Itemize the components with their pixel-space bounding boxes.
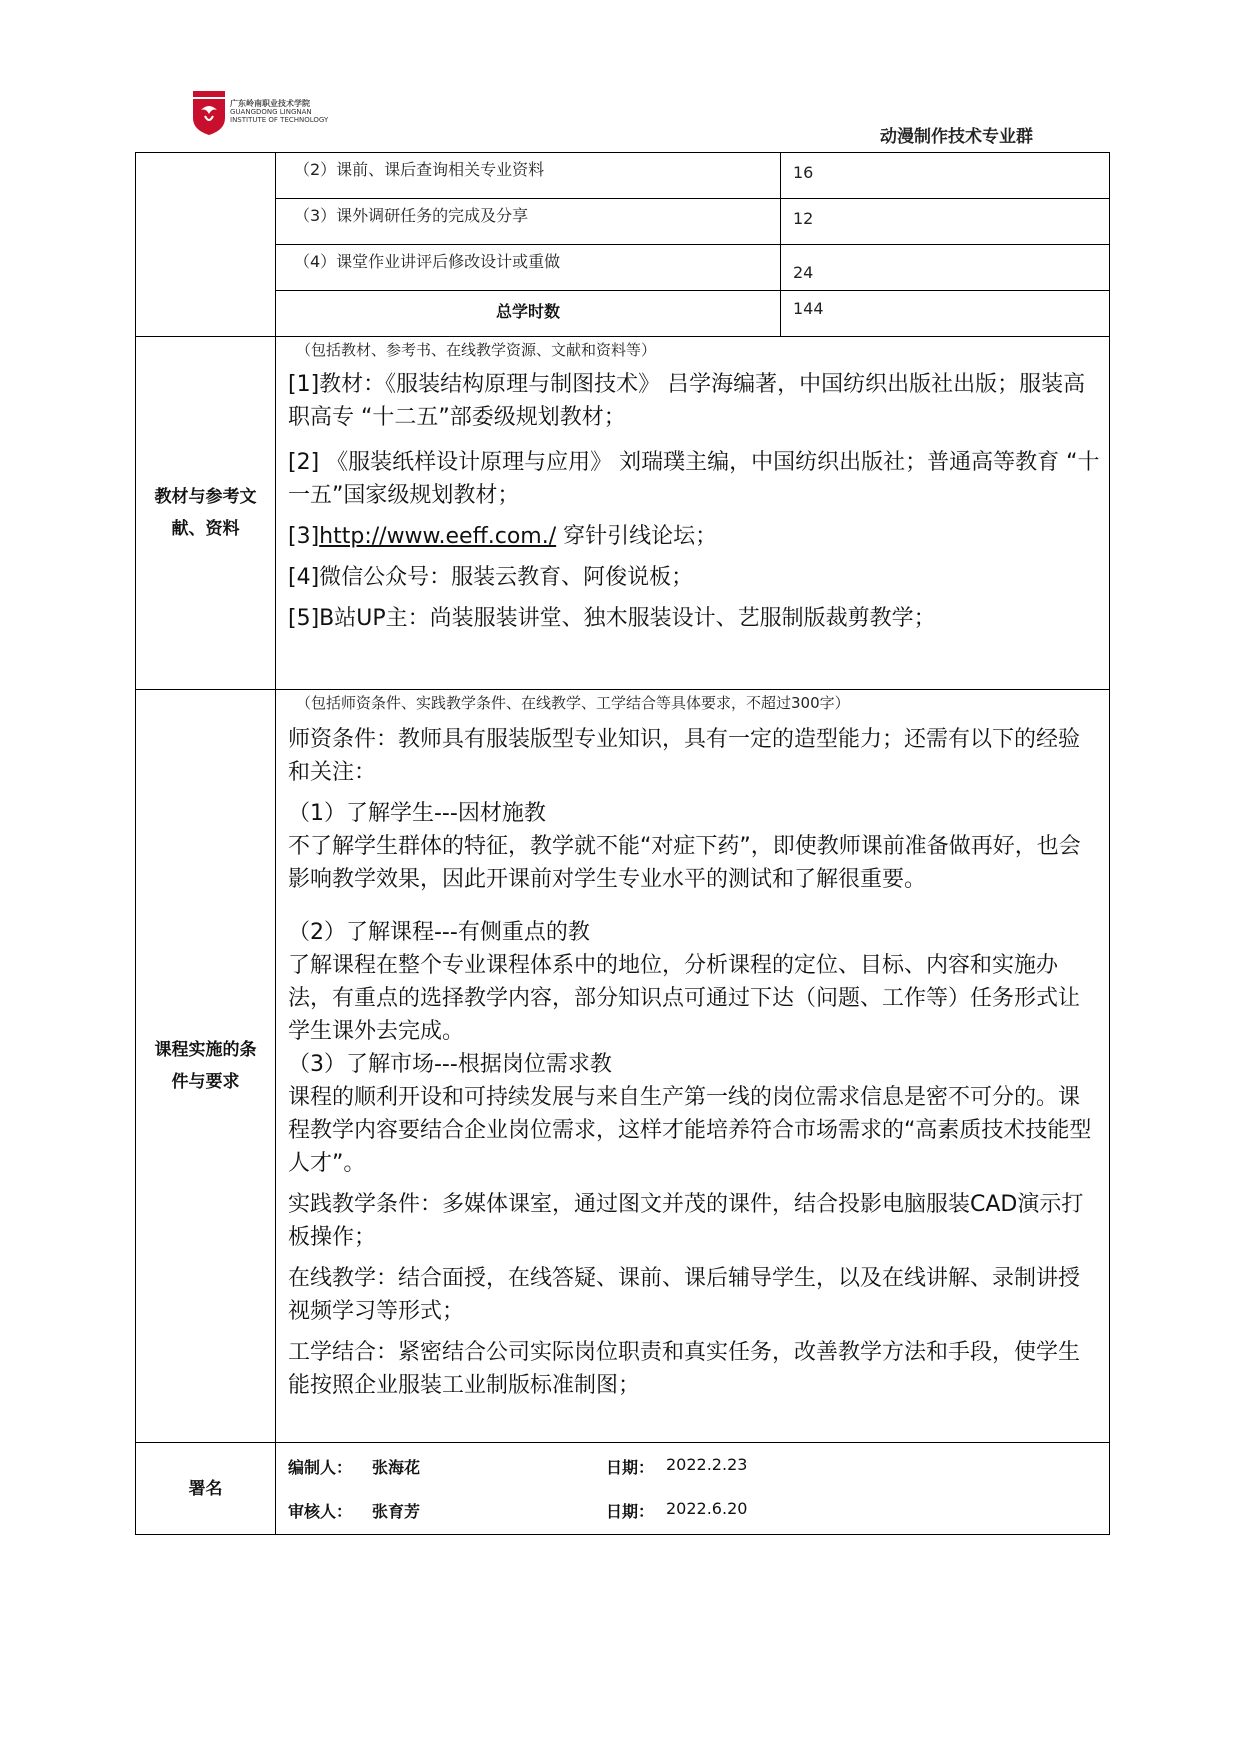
signature-content [276, 1443, 1110, 1535]
logo-name-cn: 广东岭南职业技术学院 [230, 99, 310, 108]
hours-row [136, 199, 1110, 245]
date1-value: 2022.2.23 [666, 1455, 748, 1474]
teacher-conditions: 师资条件：教师具有服装版型专业知识，具有一定的造型能力；还需有以下的经验和关注： [288, 727, 1081, 785]
signature-row [136, 1443, 1110, 1535]
hours-row [136, 153, 1110, 199]
reference-link[interactable]: http://www.eeff.com./ [319, 524, 557, 549]
logo-name-en: GUANGDONG LINGNAN INSTITUTE OF TECHNOLOGY [230, 108, 329, 124]
signature-label: 署名 [136, 1443, 276, 1535]
work-integration: 工学结合：紧密结合公司实际岗位职责和真实任务，改善教学方法和手段，使学生能按照企业服装工业制版标准制图； [288, 1340, 1081, 1398]
date2-value: 2022.6.20 [666, 1499, 748, 1518]
materials-row [136, 337, 1110, 690]
materials-label: 教材与参考文献、资料 [136, 337, 276, 690]
total-row [136, 291, 1110, 337]
hours-row [136, 245, 1110, 291]
reviewer-name: 张育芳 [372, 1502, 421, 1521]
school-logo [192, 90, 329, 138]
editor-label: 编制人： [288, 1458, 353, 1477]
school-emblem-icon [192, 90, 226, 136]
reviewer-line [276, 1487, 1109, 1531]
point-3-heading: （3）了解市场---根据岗位需求教 [288, 1052, 612, 1077]
point-1-text: 不了解学生群体的特征，教学就不能“对症下药”，即使教师课前准备做再好，也会影响教学效果，因此开课前对学生专业水平的测试和了解很重要。 [288, 834, 1081, 892]
logo-text [230, 100, 330, 124]
conditions-label: 课程实施的条件与要求 [136, 690, 276, 1443]
reference-3: [3]http://www.eeff.com./ 穿针引线论坛； [288, 524, 718, 549]
hours-item: （4）课堂作业讲评后修改设计或重做 [276, 245, 781, 291]
point-2-heading: （2）了解课程---有侧重点的教 [288, 920, 590, 945]
reference-5: [5]B站UP主：尚装服装讲堂、独木服装设计、艺服制版裁剪教学； [288, 606, 936, 631]
conditions-row [136, 690, 1110, 1443]
point-2-text: 了解课程在整个专业课程体系中的地位，分析课程的定位、目标、内容和实施办法，有重点的选择教学内容，部分知识点可通过下达（问题、工作等）任务形式让学生课外去完成。 [288, 953, 1081, 1044]
reviewer-label: 审核人： [288, 1502, 353, 1521]
conditions-note: （包括师资条件、实践教学条件、在线教学、工学结合等具体要求，不超过300字） [296, 694, 850, 712]
date1-label: 日期： [606, 1458, 655, 1477]
hours-value: 24 [781, 245, 1110, 291]
reference-1: [1]教材：《服装结构原理与制图技术》 吕学海编著，中国纺织出版社出版；服装高职高专 “十二五”部委级规划教材； [288, 372, 1086, 430]
empty-label-cell [136, 153, 276, 337]
point-3-text: 课程的顺利开设和可持续发展与来自生产第一线的岗位需求信息是密不可分的。课程教学内容要结合企业岗位需求，这样才能培养符合市场需求的“高素质技术技能型人才”。 [288, 1085, 1092, 1176]
hours-value: 16 [781, 153, 1110, 199]
online-teaching: 在线教学：结合面授，在线答疑、课前、课后辅导学生，以及在线讲解、录制讲授视频学习等形式； [288, 1266, 1081, 1324]
hours-item: （3）课外调研任务的完成及分享 [276, 199, 781, 245]
hours-item: （2）课前、课后查询相关专业资料 [276, 153, 781, 199]
date2-label: 日期： [606, 1502, 655, 1521]
point-1-heading: （1）了解学生---因材施教 [288, 801, 546, 826]
reference-4: [4]微信公众号：服装云教育、阿俊说板； [288, 565, 694, 590]
reference-2: [2] 《服装纸样设计原理与应用》 刘瑞璞主编，中国纺织出版社；普通高等教育 “十一五”国家级规划教材； [288, 450, 1100, 508]
total-label: 总学时数 [276, 291, 781, 337]
department-header: 动漫制作技术专业群 [880, 127, 1033, 147]
materials-note: （包括教材、参考书、在线教学资源、文献和资料等） [296, 341, 657, 359]
editor-line [276, 1443, 1109, 1487]
editor-name: 张海花 [372, 1458, 421, 1477]
hours-value: 12 [781, 199, 1110, 245]
practice-conditions: 实践教学条件：多媒体课室，通过图文并茂的课件，结合投影电脑服装CAD演示打板操作； [288, 1192, 1084, 1250]
conditions-content [276, 690, 1110, 1443]
materials-content [276, 337, 1110, 690]
total-value: 144 [781, 291, 1110, 337]
course-table [135, 152, 1110, 1535]
